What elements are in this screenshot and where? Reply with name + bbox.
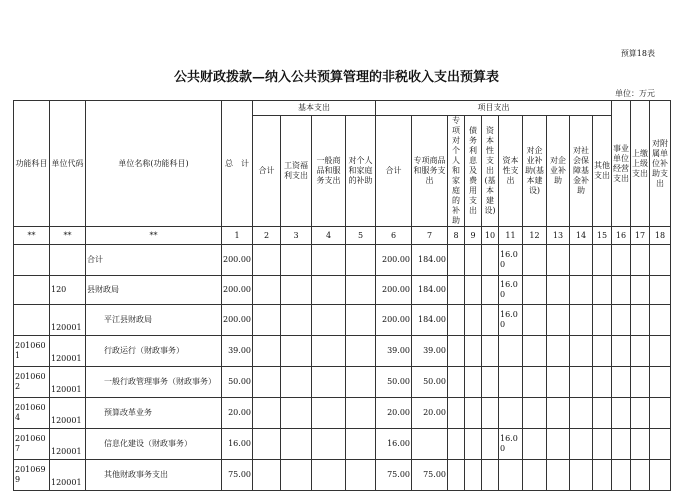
cell-special-goods xyxy=(412,429,448,460)
cell-project-total: 39.00 xyxy=(376,336,412,367)
cell-special-goods: 184.00 xyxy=(412,245,448,276)
index-cell: 13 xyxy=(547,227,570,245)
cell-capital: 16.00 xyxy=(499,276,523,305)
index-cell: 1 xyxy=(222,227,253,245)
group-project: 项目支出 xyxy=(376,101,612,116)
index-cell: ** xyxy=(50,227,86,245)
table-row xyxy=(14,429,671,460)
cell-total: 200.00 xyxy=(222,305,253,336)
cell-name: 合计 xyxy=(86,245,222,276)
cell-total: 200.00 xyxy=(222,276,253,305)
cell-name: 县财政局 xyxy=(86,276,222,305)
cell-capital xyxy=(499,367,523,398)
index-cell: 6 xyxy=(376,227,412,245)
cell-capital: 16.00 xyxy=(499,305,523,336)
index-cell: 11 xyxy=(499,227,523,245)
table-row xyxy=(14,460,671,491)
col-unit-name: 单位名称(功能科目) xyxy=(86,101,222,227)
index-cell: 7 xyxy=(412,227,448,245)
cell-project-total: 200.00 xyxy=(376,245,412,276)
table-row xyxy=(14,276,671,305)
table-row xyxy=(14,367,671,398)
index-cell: 5 xyxy=(346,227,376,245)
cell-total: 20.00 xyxy=(222,398,253,429)
table-row xyxy=(14,336,671,367)
cell-func xyxy=(14,276,50,305)
cell-special-goods: 184.00 xyxy=(412,276,448,305)
budget-table xyxy=(13,100,671,491)
index-cell: 16 xyxy=(612,227,631,245)
cell-code: 120001 xyxy=(50,398,86,429)
col-ent: 对企业补助 xyxy=(547,116,570,227)
cell-func xyxy=(14,245,50,276)
col-goods: 一般商品和服务支出 xyxy=(312,116,346,227)
index-cell: 3 xyxy=(281,227,312,245)
index-cell: 9 xyxy=(465,227,482,245)
col-project-total: 合计 xyxy=(376,116,412,227)
header-row-1 xyxy=(14,101,671,116)
col-special-subsidy: 专项对个人和家庭的补助 xyxy=(448,116,465,227)
index-cell: 14 xyxy=(570,227,593,245)
index-row xyxy=(14,227,671,245)
cell-total: 39.00 xyxy=(222,336,253,367)
col-unit-code: 单位代码 xyxy=(50,101,86,227)
cell-name: 信息化建设（财政事务） xyxy=(86,429,222,460)
cell-special-goods: 39.00 xyxy=(412,336,448,367)
cell-name: 预算改革业务 xyxy=(86,398,222,429)
cell-code: 120001 xyxy=(50,460,86,491)
index-cell: 4 xyxy=(312,227,346,245)
cell-total: 16.00 xyxy=(222,429,253,460)
cell-special-goods: 184.00 xyxy=(412,305,448,336)
col-ent-build: 对企业补助(基本建设) xyxy=(523,116,547,227)
cell-project-total: 16.00 xyxy=(376,429,412,460)
cell-project-total: 200.00 xyxy=(376,276,412,305)
unit-label: 单位：万元 xyxy=(615,89,655,98)
cell-code: 120001 xyxy=(50,305,86,336)
col-capital-build: 资本性支出(基本建设) xyxy=(482,116,499,227)
cell-special-goods: 20.00 xyxy=(412,398,448,429)
col-other: 其他支出 xyxy=(593,116,612,227)
cell-name: 行政运行（财政事务） xyxy=(86,336,222,367)
cell-func: 2010604 xyxy=(14,398,50,429)
cell-name: 一般行政管理事务（财政事务） xyxy=(86,367,222,398)
cell-name: 平江县财政局 xyxy=(86,305,222,336)
col-func: 功能科目 xyxy=(14,101,50,227)
table-row xyxy=(14,305,671,336)
cell-func: 2010602 xyxy=(14,367,50,398)
cell-project-total: 50.00 xyxy=(376,367,412,398)
index-cell: 15 xyxy=(593,227,612,245)
cell-name: 其他财政事务支出 xyxy=(86,460,222,491)
table-row xyxy=(14,245,671,276)
index-cell: 12 xyxy=(523,227,547,245)
cell-code: 120001 xyxy=(50,429,86,460)
index-cell: 18 xyxy=(650,227,671,245)
group-basic: 基本支出 xyxy=(253,101,376,116)
col-capital: 资本性支出 xyxy=(499,116,523,227)
col-basic-total: 合计 xyxy=(253,116,281,227)
cell-code xyxy=(50,245,86,276)
col-wage: 工资福利支出 xyxy=(281,116,312,227)
col-social: 对社会保障基金补助 xyxy=(570,116,593,227)
index-cell: 10 xyxy=(482,227,499,245)
cell-code: 120001 xyxy=(50,336,86,367)
cell-project-total: 20.00 xyxy=(376,398,412,429)
col-debt: 债务利息及费用支出 xyxy=(465,116,482,227)
cell-total: 75.00 xyxy=(222,460,253,491)
cell-total: 50.00 xyxy=(222,367,253,398)
col-special-goods: 专项商品和服务支出 xyxy=(412,116,448,227)
cell-code: 120001 xyxy=(50,367,86,398)
index-cell: 17 xyxy=(631,227,650,245)
cell-capital xyxy=(499,398,523,429)
col-business: 事业单位经营支出 xyxy=(612,101,631,227)
cell-total: 200.00 xyxy=(222,245,253,276)
cell-capital: 16.00 xyxy=(499,245,523,276)
cell-capital xyxy=(499,336,523,367)
index-cell: ** xyxy=(86,227,222,245)
col-subsidy: 对个人和家庭的补助 xyxy=(346,116,376,227)
index-cell: 2 xyxy=(253,227,281,245)
table-row xyxy=(14,398,671,429)
index-cell: 8 xyxy=(448,227,465,245)
cell-func xyxy=(14,305,50,336)
cell-func: 2010601 xyxy=(14,336,50,367)
cell-capital: 16.00 xyxy=(499,429,523,460)
table-number: 预算18表 xyxy=(620,49,655,58)
cell-capital xyxy=(499,460,523,491)
cell-code: 120 xyxy=(50,276,86,305)
cell-func: 2010699 xyxy=(14,460,50,491)
col-affiliated: 对附属单位补助支出 xyxy=(650,101,671,227)
page-title: 公共财政拨款—纳入公共预算管理的非税收入支出预算表 xyxy=(173,70,499,85)
cell-special-goods: 75.00 xyxy=(412,460,448,491)
cell-project-total: 75.00 xyxy=(376,460,412,491)
cell-special-goods: 50.00 xyxy=(412,367,448,398)
cell-func: 2010607 xyxy=(14,429,50,460)
col-total: 总 计 xyxy=(222,101,253,227)
col-upper: 上缴上级支出 xyxy=(631,101,650,227)
index-cell: ** xyxy=(14,227,50,245)
cell-project-total: 200.00 xyxy=(376,305,412,336)
